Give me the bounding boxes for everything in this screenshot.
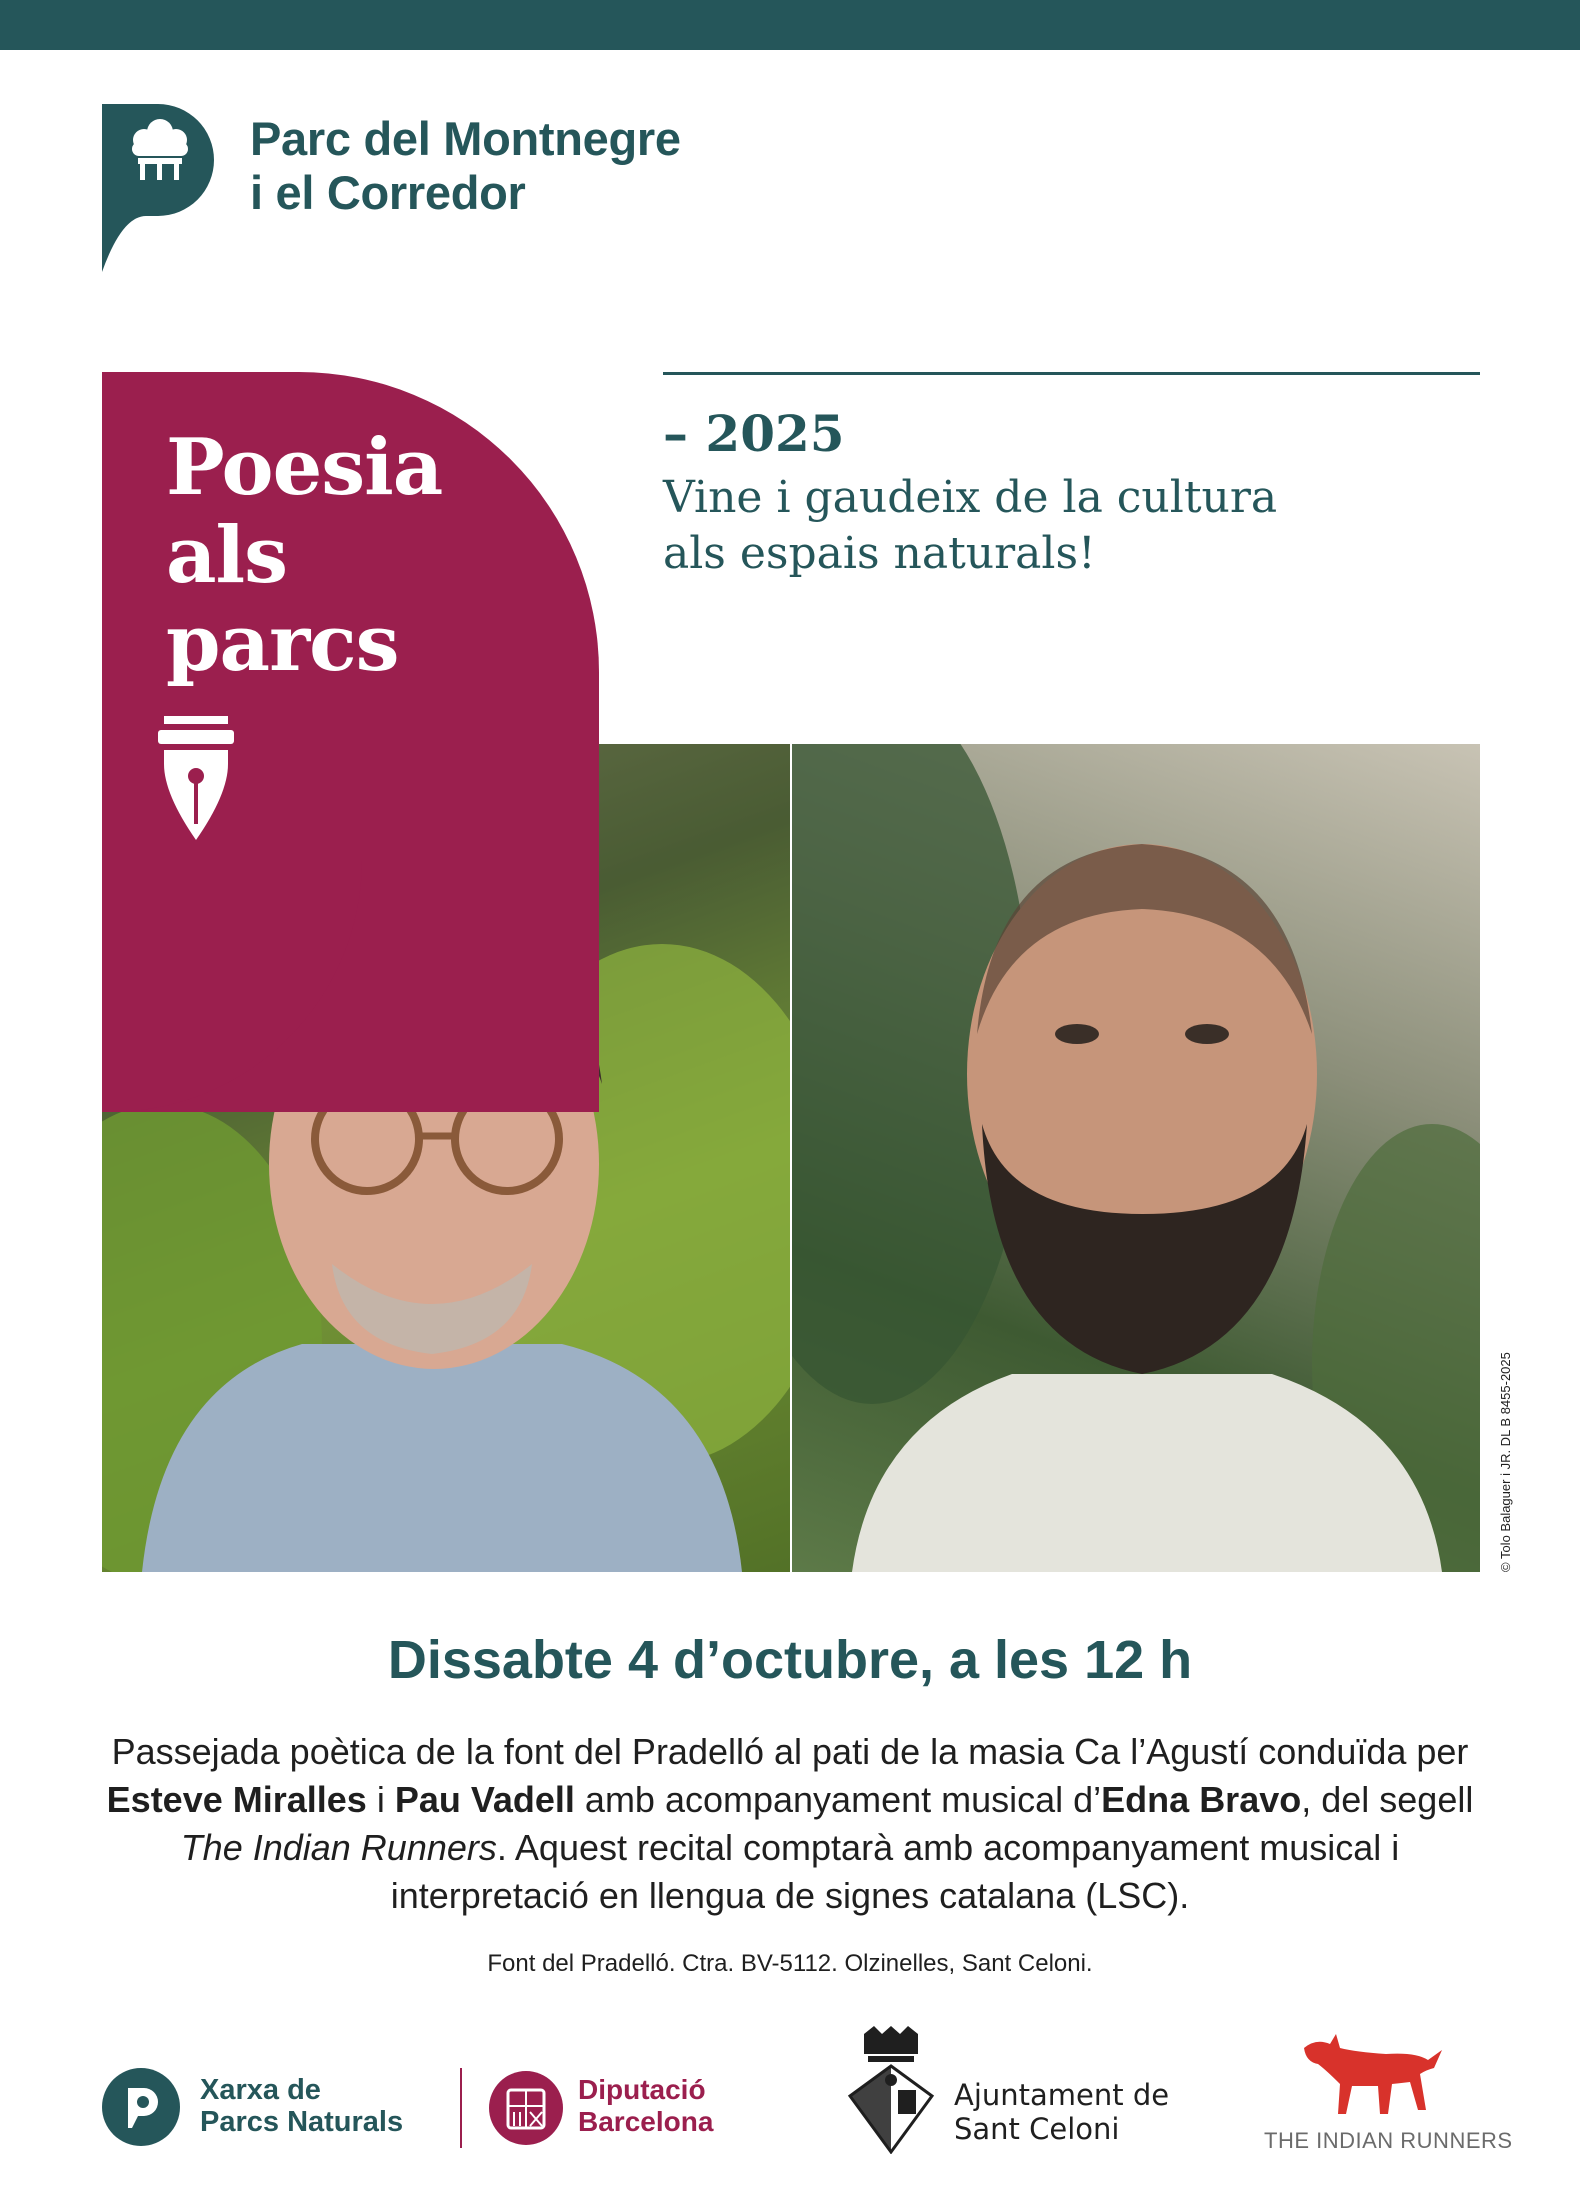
musician-edna-bravo: Edna Bravo: [1101, 1779, 1302, 1820]
park-name-line1: Parc del Montnegre: [250, 112, 681, 165]
subtitle-rule: [663, 372, 1480, 375]
xarxa-line1: Xarxa de: [200, 2074, 321, 2106]
photo-pau-vadell: [792, 744, 1480, 1572]
diputacio-barcelona-logo: [578, 2074, 713, 2138]
title-line1: Poesia: [166, 422, 443, 513]
event-date: Dissabte 4 d’octubre, a les 12 h: [387, 1630, 1193, 1690]
photo-credit: © Tolo Balaguer i JR. DL B 8455-2025: [1498, 1352, 1513, 1572]
xarxa-p-logo-icon: [102, 2068, 180, 2146]
park-p-logo-icon: [102, 104, 214, 272]
xarxa-line2: Parcs Naturals: [200, 2106, 404, 2138]
ajuntament-sant-celoni-logo: [954, 2078, 1169, 2146]
poet-esteve-miralles: Esteve Miralles: [106, 1779, 367, 1820]
ajunt-line2: Sant Celoni: [954, 2112, 1120, 2146]
poet-pau-vadell: Pau Vadell: [394, 1779, 575, 1820]
park-name: [250, 112, 681, 220]
red-fox-icon: [1296, 2030, 1446, 2120]
top-bar: [0, 0, 1580, 50]
title-line3: parcs: [166, 598, 399, 689]
desc-part5: . Aquest recital comptarà amb acompanyament musical i interpretació en llengua de signes catalana (LSC).: [390, 1827, 1400, 1916]
park-name-line2: i el Corredor: [250, 166, 526, 219]
diputacio-shield-icon: [488, 2070, 564, 2146]
desc-part1: Passejada poètica de la font del Pradelló al pati de la masia Ca l’Agustí conduïda per: [111, 1731, 1469, 1772]
sant-celoni-coat-of-arms-icon: [846, 2024, 936, 2154]
poster-title: [166, 424, 442, 688]
tagline: [663, 470, 1277, 582]
edition-year: – 2025: [663, 404, 845, 463]
tagline-line2: als espais naturals!: [663, 528, 1096, 579]
dipu-line2: Barcelona: [578, 2106, 714, 2137]
desc-part2: i: [366, 1779, 395, 1820]
title-line2: als: [166, 510, 288, 601]
desc-part3: amb acompanyament musical d’: [574, 1779, 1102, 1820]
event-description: [100, 1728, 1480, 1920]
desc-part4: , del segell: [1301, 1779, 1474, 1820]
fountain-pen-icon: [158, 716, 234, 840]
event-address: Font del Pradelló. Ctra. BV-5112. Olzinelles, Sant Celoni.: [487, 1950, 1093, 1977]
record-label: The Indian Runners: [180, 1827, 497, 1868]
dipu-line1: Diputació: [578, 2074, 706, 2105]
xarxa-parcs-naturals-logo: [200, 2074, 403, 2138]
footer-divider: [460, 2068, 462, 2148]
ajunt-line1: Ajuntament de: [954, 2078, 1170, 2112]
indian-runners-logo: THE INDIAN RUNNERS: [1264, 2128, 1513, 2153]
tagline-line1: Vine i gaudeix de la cultura: [663, 472, 1278, 523]
